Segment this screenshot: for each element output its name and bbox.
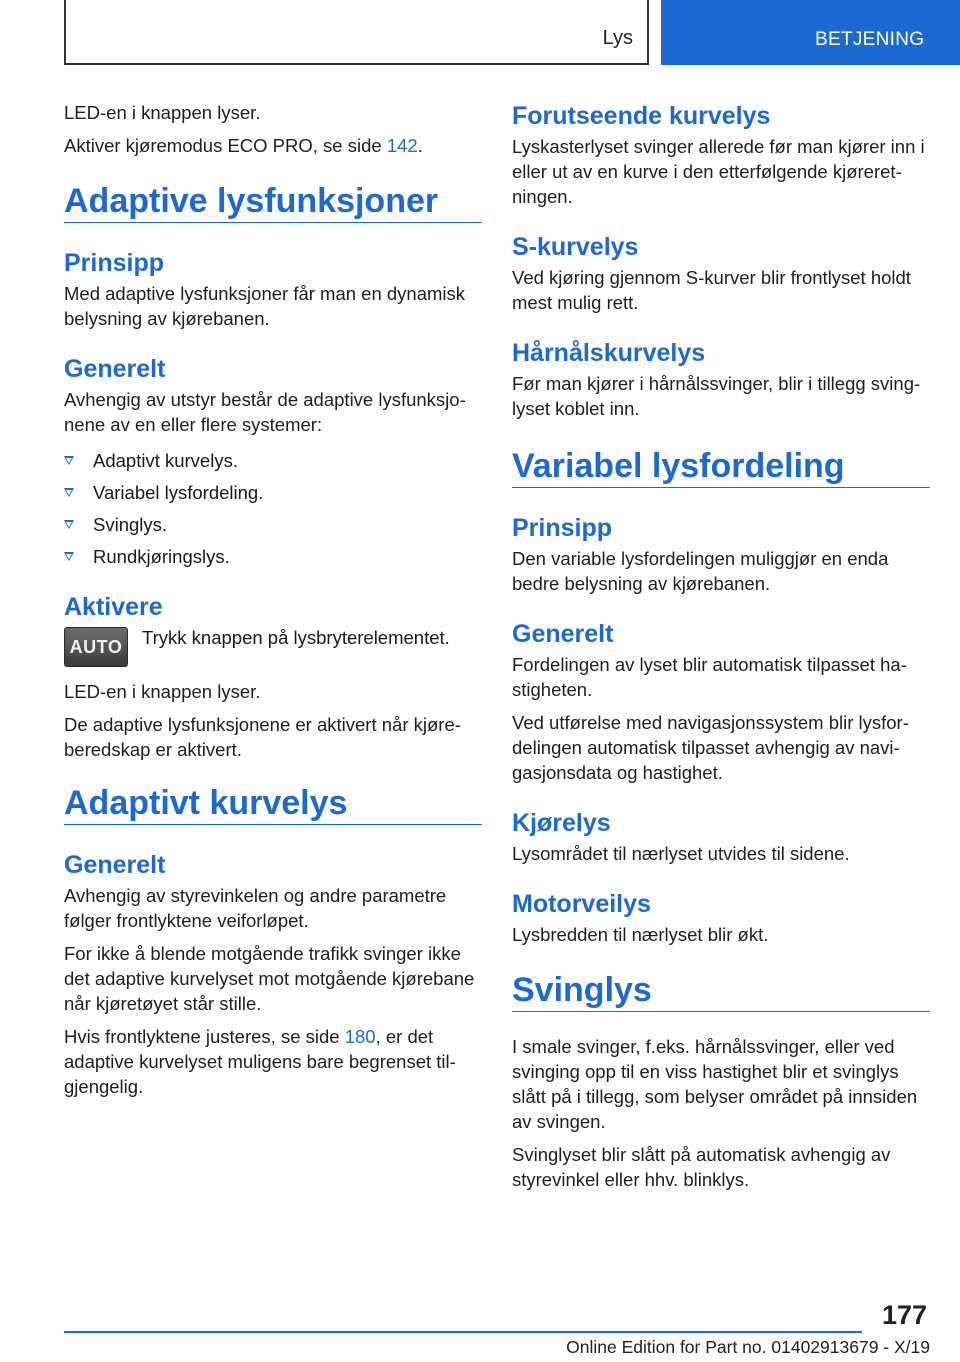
heading-forutseende-kurvelys: Forutseende kurvelys (512, 102, 771, 130)
heading-variabel-lysfordeling: Variabel lysfordeling (512, 445, 930, 488)
paragraph: Trykk knappen på lysbryterelementet. (142, 627, 450, 648)
heading-svinglys: Svinglys (512, 969, 930, 1012)
paragraph: Lysbredden til nærlyset blir økt. (512, 924, 769, 945)
paragraph: Avhengig av styrevinkelen og andre parametre følger frontlyktene veiforløpet. (64, 885, 447, 931)
header-chapter-box (661, 0, 960, 65)
heading-motorveilys: Motorveilys (512, 890, 651, 918)
paragraph: Ved utførelse med navigasjonssystem blir lysfordelingen automatisk tilpasset avhengig av navigasjonsdata og hastighet. (512, 712, 909, 783)
heading-generelt: Generelt (512, 620, 614, 648)
paragraph: Lyskasterlyset svinger allerede før man kjører inn i eller ut av en kurve i den etterfølgende kjøreretningen. (512, 136, 925, 207)
auto-instruction (64, 625, 482, 669)
heading-kjorelys: Kjørelys (512, 809, 611, 837)
footer-edition: Online Edition for Part no. 01402913679 - X/19 (566, 1337, 930, 1357)
heading-prinsipp: Prinsipp (512, 514, 613, 542)
paragraph: Den variable lysfordelingen muliggjør en enda bedre belysning av kjørebanen. (512, 548, 889, 594)
header-section-box (64, 0, 649, 65)
heading-generelt: Generelt (64, 355, 166, 383)
triangle-bullet-icon (64, 552, 74, 561)
paragraph: Svinglyset blir slått på automatisk avhengig av styrevinkel eller hhv. blinklys. (512, 1144, 891, 1190)
paragraph: Fordelingen av lyset blir automatisk tilpasset hastigheten. (512, 654, 907, 700)
header-chapter-title: BETJENING (815, 29, 925, 50)
heading-adaptive-lysfunksjoner: Adaptive lysfunksjoner (64, 180, 482, 223)
heading-aktivere: Aktivere (64, 593, 163, 621)
triangle-bullet-icon (64, 488, 74, 497)
auto-button-icon: AUTO (64, 627, 128, 667)
list-item: Rundkjøringslys. (64, 544, 482, 569)
triangle-bullet-icon (64, 456, 74, 465)
paragraph: LED-en i knappen lyser. (64, 102, 261, 123)
feature-list (64, 448, 482, 569)
paragraph: Hvis frontlyktene justeres, se side 180, er det adaptive kurvelyset muligens bare begrenset tilgjengelig. (64, 1026, 456, 1097)
paragraph: For ikke å blende motgående trafikk svinger ikke det adaptive kurvelyset mot motgående kjørebane når kjøretøyet står stille. (64, 943, 475, 1014)
page-number: 177 (881, 1300, 927, 1330)
list-item: Adaptivt kurvelys. (64, 448, 482, 473)
page-link-142[interactable]: 142 (386, 135, 418, 156)
paragraph: Lysområdet til nærlyset utvides til sidene. (512, 843, 850, 864)
page-link-180[interactable]: 180 (344, 1026, 376, 1047)
heading-prinsipp: Prinsipp (64, 249, 165, 277)
left-column (64, 100, 482, 1107)
paragraph: Med adaptive lysfunksjoner får man en dynamisk belysning av kjørebanen. (64, 283, 466, 329)
heading-generelt: Generelt (64, 851, 166, 879)
paragraph: Før man kjører i hårnålssvinger, blir i tillegg svinglyset koblet inn. (512, 373, 921, 419)
footer-divider (64, 1331, 862, 1333)
triangle-bullet-icon (64, 520, 74, 529)
paragraph: LED-en i knappen lyser. (64, 681, 261, 702)
heading-s-kurvelys: S-kurvelys (512, 233, 639, 261)
right-column (512, 100, 930, 1200)
paragraph: I smale svinger, f.eks. hårnålssvinger, eller ved svinging opp til en viss hastighet blir et svinglys slått på i tillegg, som belyser området på innsiden av svingen. (512, 1036, 918, 1132)
paragraph: Avhengig av utstyr består de adaptive lysfunksjonene av en eller flere systemer: (64, 389, 466, 435)
paragraph: Aktiver kjøremodus ECO PRO, se side 142. (64, 135, 423, 156)
list-item: Svinglys. (64, 512, 482, 537)
paragraph: Ved kjøring gjennom S-kurver blir frontlyset holdt mest mulig rett. (512, 267, 911, 313)
list-item: Variabel lysfordeling. (64, 480, 482, 505)
heading-harnalskurvelys: Hårnålskurvelys (512, 339, 706, 367)
paragraph: De adaptive lysfunksjonene er aktivert når kjøreberedskap er aktivert. (64, 714, 461, 760)
header-section-title: Lys (602, 27, 633, 49)
heading-adaptivt-kurvelys: Adaptivt kurvelys (64, 782, 482, 825)
